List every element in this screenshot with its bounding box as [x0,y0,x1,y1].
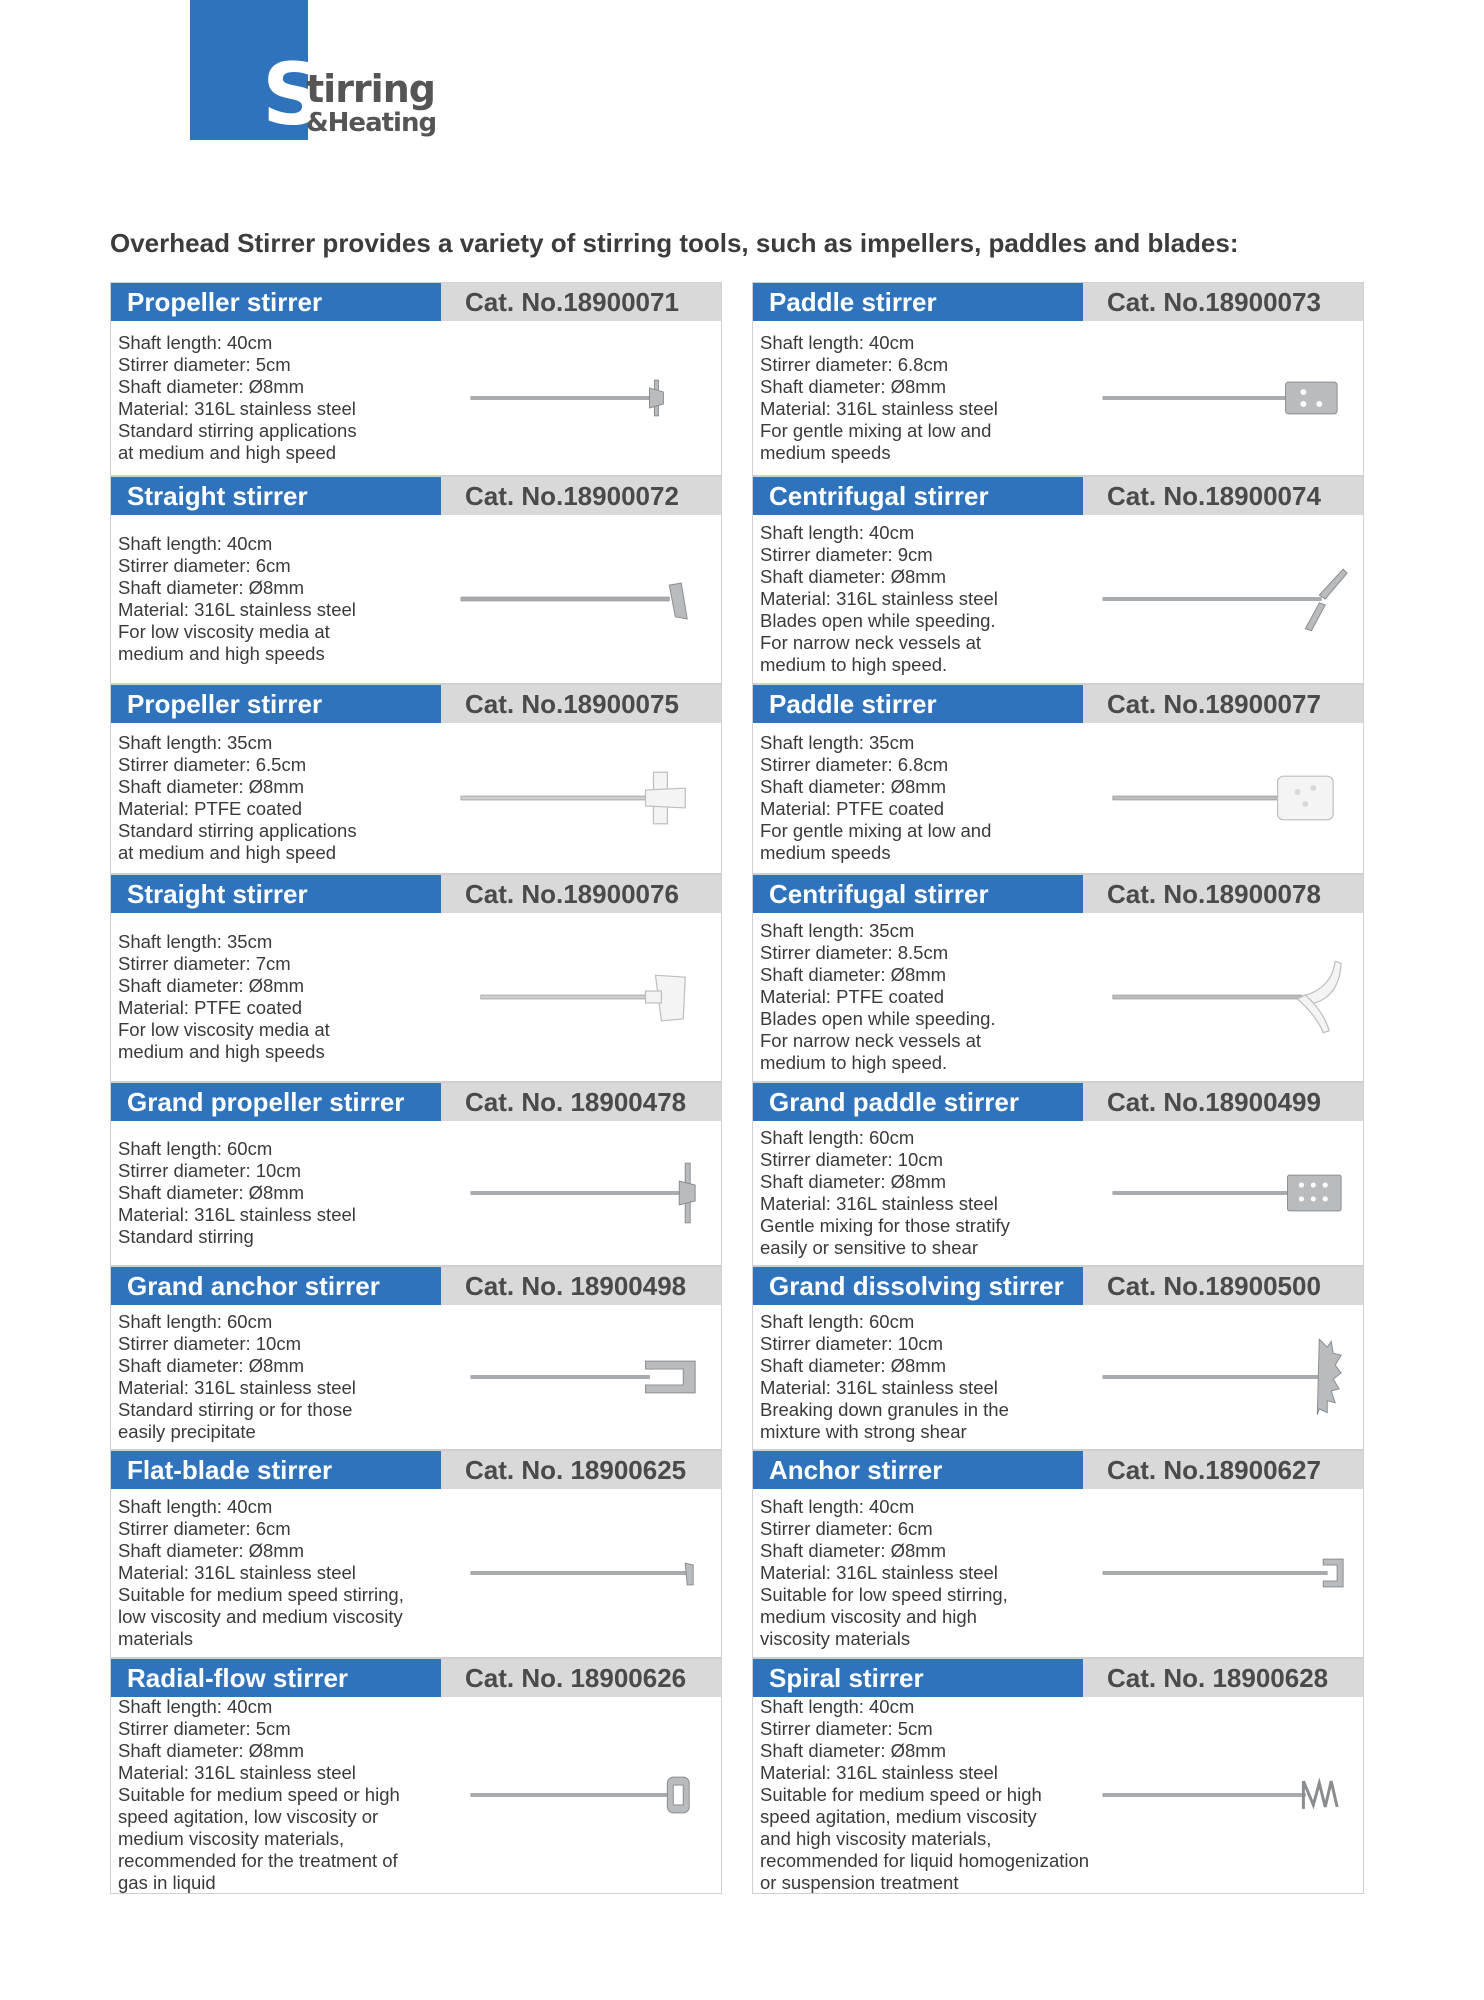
spec-list [118,1696,458,1894]
straight-blade-icon [461,583,687,619]
spec-line: Material: 316L stainless steel [118,1204,356,1225]
spec-line: Standard stirring applications [118,420,357,441]
spec-line: medium and high speeds [118,643,325,664]
flat-blade-icon [471,1563,693,1585]
spec-line: Stirrer diameter: 5cm [118,354,291,375]
spec-line: Stirrer diameter: 9cm [760,544,933,565]
spec-list [760,1496,1100,1650]
card-body [111,723,721,873]
stirrer-card [752,874,1364,1082]
spec-line: Shaft diameter: Ø8mm [118,577,305,598]
stirrer-card [110,282,722,476]
catalog-number: Cat. No.18900077 [1083,685,1363,723]
paddle-icon [1093,321,1357,475]
stirrer-name: Anchor stirrer [753,1451,1083,1489]
catalog-number: Cat. No.18900071 [441,283,721,321]
flat-blade-icon [451,1489,715,1657]
spec-list [760,1696,1100,1894]
card-body [111,1305,721,1449]
spec-line: Shaft length: 40cm [118,1496,273,1517]
spec-line: medium to high speed. [760,654,948,675]
stirrer-card [752,282,1364,476]
card-body [753,1697,1363,1893]
spec-line: Shaft diameter: Ø8mm [760,1355,947,1376]
spec-line: Material: 316L stainless steel [118,1762,356,1783]
logo-word-heating: &Heating [306,108,437,138]
catalog-number: Cat. No.18900499 [1083,1083,1363,1121]
stirrer-card [110,874,722,1082]
spec-line: Shaft diameter: Ø8mm [760,776,947,797]
spec-line: Suitable for low speed stirring, [760,1584,1008,1605]
stirrer-card [110,476,722,684]
spec-list [118,533,458,665]
spec-line: medium viscosity materials, [118,1828,345,1849]
spec-line: mixture with strong shear [760,1421,967,1442]
spec-line: Shaft length: 60cm [118,1138,273,1159]
spec-line: easily or sensitive to shear [760,1237,978,1258]
anchor-icon [1093,1489,1357,1657]
spec-line: medium and high speeds [118,1041,325,1062]
stirrer-card [110,684,722,874]
spec-line: Shaft diameter: Ø8mm [118,1182,305,1203]
spec-line: Stirrer diameter: 5cm [760,1718,933,1739]
stirrer-name: Flat-blade stirrer [111,1451,441,1489]
ptfe-propeller-icon [451,723,715,873]
spec-line: Material: PTFE coated [760,798,945,819]
catalog-number: Cat. No. 18900626 [441,1659,721,1697]
grand-propeller-icon [471,1163,695,1223]
spec-line: Breaking down granules in the [760,1399,1009,1420]
intro-heading: Overhead Stirrer provides a variety of stirring tools, such as impellers, paddles and blades: [110,228,1239,258]
spec-line: Blades open while speeding. [760,1008,996,1029]
spec-list [760,522,1100,676]
spec-line: Shaft length: 35cm [760,732,915,753]
card-body [753,1121,1363,1265]
spec-line: Shaft length: 40cm [760,332,915,353]
spec-line: medium viscosity and high [760,1606,977,1627]
centrifugal-icon [1103,569,1347,631]
grand-propeller-icon [451,1121,715,1265]
dissolving-disc-icon [1093,1305,1357,1449]
spec-line: Shaft length: 40cm [118,1696,273,1717]
spec-line: Material: PTFE coated [118,997,303,1018]
spec-line: For low viscosity media at [118,621,330,642]
card-header [753,477,1363,515]
card-header [753,685,1363,723]
card-header [111,685,721,723]
logo-letter: S [262,45,324,145]
grand-anchor-icon [451,1305,715,1449]
straight-blade-icon [451,515,715,683]
spec-line: Material: 316L stainless steel [118,1377,356,1398]
ptfe-paddle-icon [1093,723,1357,873]
catalog-number: Cat. No. 18900498 [441,1267,721,1305]
spec-line: Shaft length: 40cm [760,522,915,543]
dissolving-disc-icon [1103,1339,1341,1414]
spec-line: For gentle mixing at low and [760,420,992,441]
spec-line: easily precipitate [118,1421,256,1442]
card-body [111,515,721,683]
spec-line: For narrow neck vessels at [760,1030,982,1051]
spec-line: Stirrer diameter: 6cm [118,1518,291,1539]
catalog-number: Cat. No.18900627 [1083,1451,1363,1489]
spec-list [118,1311,458,1443]
spec-line: For gentle mixing at low and [760,820,992,841]
card-header [111,283,721,321]
spec-list [760,920,1100,1074]
spec-line: Material: 316L stainless steel [118,1562,356,1583]
spec-line: Standard stirring applications [118,820,357,841]
spec-line: recommended for liquid homogenization [760,1850,1090,1871]
stirrer-name: Grand paddle stirrer [753,1083,1083,1121]
stirrer-name: Straight stirrer [111,477,441,515]
spec-list [118,1496,458,1650]
stirrer-name: Grand anchor stirrer [111,1267,441,1305]
spec-line: and high viscosity materials, [760,1828,992,1849]
spec-line: Stirrer diameter: 6.8cm [760,354,949,375]
spec-list [118,1138,458,1248]
spec-line: Stirrer diameter: 10cm [760,1149,943,1170]
catalog-number: Cat. No.18900074 [1083,477,1363,515]
card-body [111,1121,721,1265]
spec-line: Shaft diameter: Ø8mm [118,1540,305,1561]
stirrer-card [752,1450,1364,1658]
spec-line: Material: 316L stainless steel [118,599,356,620]
stirrer-card [110,1082,722,1266]
card-body [753,723,1363,873]
spec-line: Standard stirring [118,1226,254,1247]
spec-line: Suitable for medium speed or high [760,1784,1042,1805]
spec-line: Shaft diameter: Ø8mm [118,1355,305,1376]
stirrer-name: Paddle stirrer [753,283,1083,321]
ptfe-straight-blade-icon [451,913,715,1081]
radial-flow-icon [451,1697,715,1893]
ptfe-centrifugal-icon [1113,961,1341,1032]
spec-line: Gentle mixing for those stratify [760,1215,1010,1236]
grand-paddle-icon [1093,1121,1357,1265]
spec-line: medium to high speed. [760,1052,948,1073]
spec-line: Stirrer diameter: 6cm [760,1518,933,1539]
card-header [111,1451,721,1489]
spec-line: Stirrer diameter: 6cm [118,555,291,576]
spec-line: Shaft diameter: Ø8mm [760,1540,947,1561]
spec-line: speed agitation, medium viscosity [760,1806,1037,1827]
card-body [111,1489,721,1657]
card-header [111,1659,721,1697]
card-body [753,1305,1363,1449]
spec-list [118,332,458,464]
spec-line: Shaft length: 35cm [760,920,915,941]
spec-line: at medium and high speed [118,842,337,863]
card-header [753,1083,1363,1121]
spec-line: gas in liquid [118,1872,216,1893]
ptfe-propeller-icon [461,772,685,824]
card-body [753,1489,1363,1657]
stirrer-card [110,1658,722,1894]
spec-line: Material: 316L stainless steel [760,1193,998,1214]
stirrer-card [110,1450,722,1658]
spec-line: Shaft diameter: Ø8mm [760,566,947,587]
spec-line: Shaft length: 40cm [760,1496,915,1517]
centrifugal-icon [1093,515,1357,683]
spec-line: Material: 316L stainless steel [760,398,998,419]
spec-line: Stirrer diameter: 10cm [118,1160,301,1181]
spec-line: Shaft diameter: Ø8mm [760,1171,947,1192]
anchor-icon [1103,1559,1343,1587]
spec-list [760,732,1100,864]
spec-line: Shaft diameter: Ø8mm [760,376,947,397]
spec-line: Suitable for medium speed stirring, [118,1584,404,1605]
spec-line: Shaft diameter: Ø8mm [760,964,947,985]
spec-line: Shaft length: 40cm [760,1696,915,1717]
propeller-icon [471,380,664,416]
card-header [111,1267,721,1305]
spec-list [760,1311,1100,1443]
catalog-number: Cat. No.18900078 [1083,875,1363,913]
propeller-icon [451,321,715,475]
spec-line: Shaft diameter: Ø8mm [760,1740,947,1761]
catalog-number: Cat. No. 18900628 [1083,1659,1363,1697]
card-body [111,321,721,475]
spec-line: Stirrer diameter: 10cm [118,1333,301,1354]
stirrer-name: Straight stirrer [111,875,441,913]
spec-line: Shaft diameter: Ø8mm [118,376,305,397]
card-header [111,1083,721,1121]
spec-line: Stirrer diameter: 10cm [760,1333,943,1354]
spec-line: medium speeds [760,842,891,863]
ptfe-straight-blade-icon [481,975,685,1021]
stirrer-name: Propeller stirrer [111,685,441,723]
spec-line: Stirrer diameter: 7cm [118,953,291,974]
spec-line: Stirrer diameter: 6.5cm [118,754,307,775]
stirrer-card [752,1082,1364,1266]
stirrer-name: Paddle stirrer [753,685,1083,723]
spec-line: viscosity materials [760,1628,911,1649]
spec-line: Shaft length: 35cm [118,931,273,952]
stirrer-name: Centrifugal stirrer [753,477,1083,515]
spec-line: materials [118,1628,194,1649]
logo-word-stirring: tirring [306,67,435,111]
card-header [753,1267,1363,1305]
stirrer-name: Propeller stirrer [111,283,441,321]
card-body [753,515,1363,683]
spec-line: Material: 316L stainless steel [760,1377,998,1398]
stirrer-name: Centrifugal stirrer [753,875,1083,913]
spec-line: Shaft length: 40cm [118,332,273,353]
catalog-number: Cat. No.18900073 [1083,283,1363,321]
card-header [753,1451,1363,1489]
paddle-icon [1103,382,1337,414]
spec-line: Shaft diameter: Ø8mm [118,776,305,797]
catalog-number: Cat. No. 18900625 [441,1451,721,1489]
stirrer-card [752,1266,1364,1450]
stirrer-card [752,1658,1364,1894]
spec-list [760,332,1100,464]
spec-line: Material: 316L stainless steel [760,1762,998,1783]
card-body [753,913,1363,1081]
spec-line: Material: 316L stainless steel [118,398,356,419]
ptfe-paddle-icon [1113,776,1333,820]
stirrer-card [752,684,1364,874]
grand-paddle-icon [1113,1175,1341,1211]
spiral-icon [1103,1781,1337,1809]
radial-flow-icon [471,1777,689,1813]
card-body [111,1697,721,1893]
spec-line: Shaft length: 60cm [118,1311,273,1332]
stirrer-name: Radial-flow stirrer [111,1659,441,1697]
card-header [753,875,1363,913]
card-body [753,321,1363,475]
spec-line: or suspension treatment [760,1872,959,1893]
spec-line: Shaft diameter: Ø8mm [118,1740,305,1761]
spec-line: Blades open while speeding. [760,610,996,631]
catalog-number: Cat. No.18900072 [441,477,721,515]
spec-line: Shaft length: 35cm [118,732,273,753]
stirrer-name: Grand dissolving stirrer [753,1267,1083,1305]
spec-list [760,1127,1100,1259]
spec-line: Stirrer diameter: 6.8cm [760,754,949,775]
spec-line: Standard stirring or for those [118,1399,353,1420]
spec-line: Material: PTFE coated [118,798,303,819]
stirrer-name: Spiral stirrer [753,1659,1083,1697]
stirrer-card [110,1266,722,1450]
spec-line: For narrow neck vessels at [760,632,982,653]
spec-line: Stirrer diameter: 8.5cm [760,942,949,963]
spec-line: For low viscosity media at [118,1019,330,1040]
spec-line: speed agitation, low viscosity or [118,1806,379,1827]
card-header [111,477,721,515]
stirrer-card [752,476,1364,684]
card-header [753,283,1363,321]
spec-line: recommended for the treatment of [118,1850,398,1871]
grand-anchor-icon [471,1361,695,1393]
spec-line: Shaft length: 60cm [760,1127,915,1148]
spec-list [118,931,458,1063]
ptfe-centrifugal-icon [1093,913,1357,1081]
spec-line: at medium and high speed [118,442,337,463]
spec-line: Shaft diameter: Ø8mm [118,975,305,996]
spec-list [118,732,458,864]
spiral-icon [1093,1697,1357,1893]
catalog-number: Cat. No.18900075 [441,685,721,723]
spec-line: Material: 316L stainless steel [760,588,998,609]
card-header [111,875,721,913]
spec-line: Material: PTFE coated [760,986,945,1007]
catalog-number: Cat. No.18900500 [1083,1267,1363,1305]
spec-line: Suitable for medium speed or high [118,1784,400,1805]
spec-line: Material: 316L stainless steel [760,1562,998,1583]
spec-line: medium speeds [760,442,891,463]
catalog-number: Cat. No. 18900478 [441,1083,721,1121]
catalog-number: Cat. No.18900076 [441,875,721,913]
spec-line: Shaft length: 40cm [118,533,273,554]
card-header [753,1659,1363,1697]
card-body [111,913,721,1081]
stirrer-name: Grand propeller stirrer [111,1083,441,1121]
spec-line: Shaft length: 60cm [760,1311,915,1332]
spec-line: low viscosity and medium viscosity [118,1606,403,1627]
spec-line: Stirrer diameter: 5cm [118,1718,291,1739]
